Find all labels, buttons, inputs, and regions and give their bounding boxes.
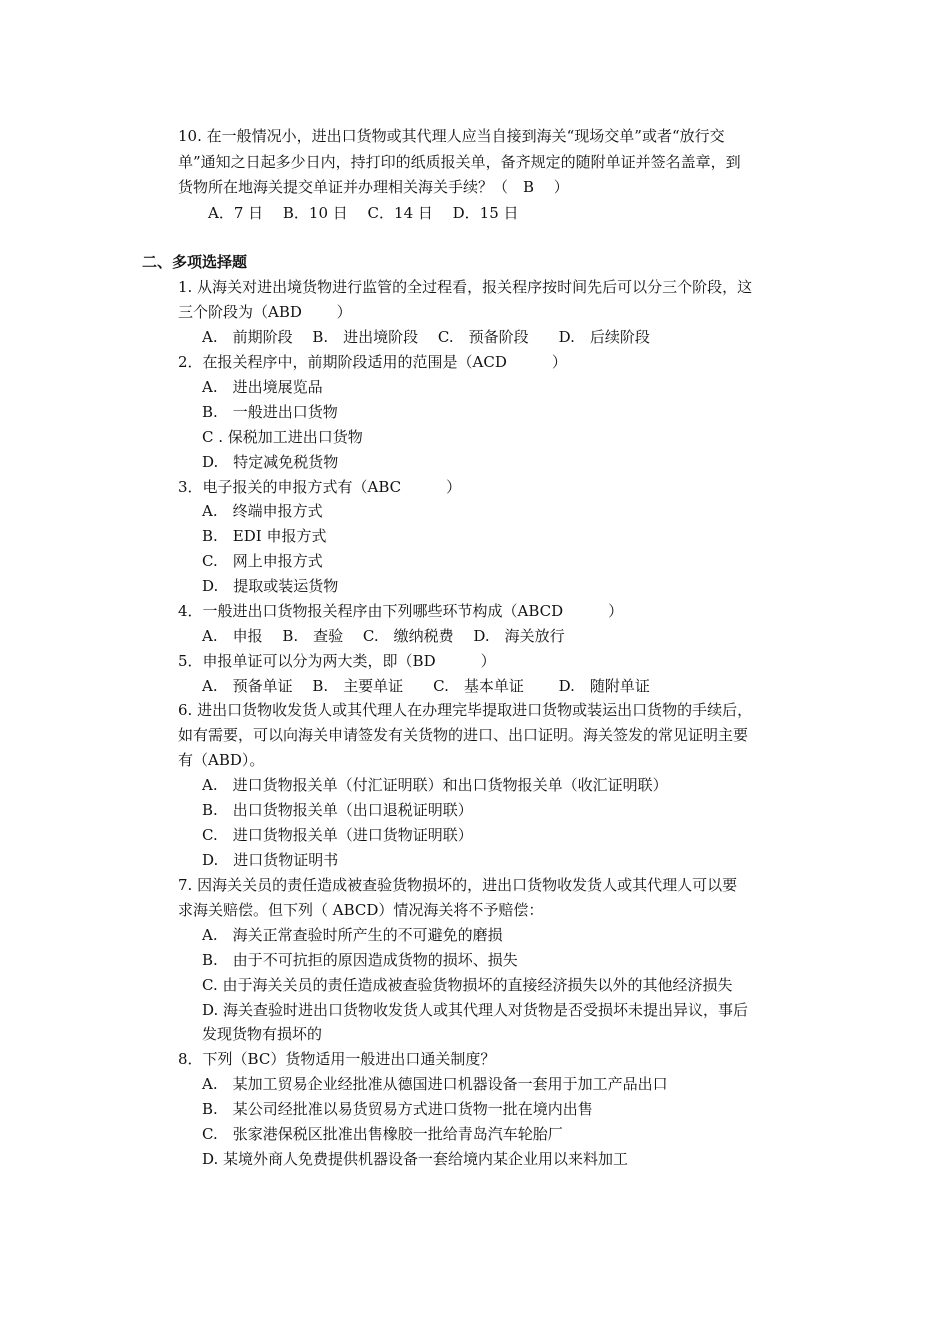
q1-options: A. 前期阶段 B. 进出境阶段 C. 预备阶段 D. 后续阶段 [202, 328, 650, 346]
q6-option-d: D. 进口货物证明书 [202, 851, 339, 869]
q1-line-1: 1. 从海关对进出境货物进行监管的全过程看，报关程序按时间先后可以分三个阶段，这 [178, 278, 753, 296]
q3-option-a: A. 终端申报方式 [202, 502, 323, 520]
q6-line-1: 6. 进出口货物收发货人或其代理人在办理完毕提取进口货物或装运出口货物的手续后， [178, 701, 753, 719]
q10-line-2: 单”通知之日起多少日内，持打印的纸质报关单，备齐规定的随附单证并签名盖章，到 [178, 153, 741, 171]
q1-line-2: 三个阶段为（ABD ） [178, 303, 352, 321]
q7-line-1: 7. 因海关关员的责任造成被查验货物损坏的，进出口货物收发货人或其代理人可以要 [178, 876, 738, 894]
q6-option-a: A. 进口货物报关单（付汇证明联）和出口货物报关单（收汇证明联） [202, 776, 668, 794]
q8-stem: 8．下列（BC）货物适用一般进出口通关制度？ [178, 1050, 496, 1068]
q8-option-c: C. 张家港保税区批准出售橡胶一批给青岛汽车轮胎厂 [202, 1125, 563, 1143]
q2-option-b: B. 一般进出口货物 [202, 403, 338, 421]
q5-stem: 5．申报单证可以分为两大类，即（BD ） [178, 652, 496, 670]
q8-option-b: B. 某公司经批准以易货贸易方式进口货物一批在境内出售 [202, 1100, 593, 1118]
q7-option-c: C. 由于海关关员的责任造成被查验货物损坏的直接经济损失以外的其他经济损失 [202, 976, 733, 994]
q3-option-c: C. 网上申报方式 [202, 552, 323, 570]
q2-option-d: D. 特定减免税货物 [202, 453, 339, 471]
q2-stem: 2．在报关程序中，前期阶段适用的范围是（ACD ） [178, 353, 567, 371]
q8-option-a: A. 某加工贸易企业经批准从德国进口机器设备一套用于加工产品出口 [202, 1075, 668, 1093]
q7-option-d-line-1: D. 海关查验时进出口货物收发货人或其代理人对货物是否受损坏未提出异议，事后 [202, 1001, 749, 1019]
q10-line-1: 10. 在一般情况小，进出口货物或其代理人应当自接到海关“现场交单”或者“放行交 [178, 127, 725, 145]
q3-stem: 3．电子报关的申报方式有（ABC ） [178, 478, 462, 496]
q5-options: A. 预备单证 B. 主要单证 C. 基本单证 D. 随附单证 [202, 677, 650, 695]
q7-option-b: B. 由于不可抗拒的原因造成货物的损坏、损失 [202, 951, 518, 969]
q7-option-a: A. 海关正常查验时所产生的不可避免的磨损 [202, 926, 503, 944]
q4-options: A. 申报 B. 查验 C. 缴纳税费 D. 海关放行 [202, 627, 565, 645]
q3-option-d: D. 提取或装运货物 [202, 577, 339, 595]
q4-stem: 4．一般进出口货物报关程序由下列哪些环节构成（ABCD ） [178, 602, 624, 620]
q6-line-3: 有（ABD）。 [178, 751, 265, 769]
q10-line-3: 货物所在地海关提交单证并办理相关海关手续？（ B ） [178, 178, 569, 196]
q7-option-d-line-2: 发现货物有损坏的 [202, 1025, 323, 1043]
q6-option-b: B. 出口货物报关单（出口退税证明联） [202, 801, 473, 819]
q6-line-2: 如有需要，可以向海关申请签发有关货物的进口、出口证明。海关签发的常见证明主要 [178, 726, 749, 744]
q2-option-a: A. 进出境展览品 [202, 378, 323, 396]
q7-line-2: 求海关赔偿。但下列（ ABCD）情况海关将不予赔偿： [178, 901, 544, 919]
q2-option-c: C . 保税加工进出口货物 [202, 428, 363, 446]
q10-options: A．7 日 B．10 日 C．14 日 D．15 日 [208, 204, 519, 222]
q6-option-c: C. 进口货物报关单（进口货物证明联） [202, 826, 473, 844]
q8-option-d: D. 某境外商人免费提供机器设备一套给境内某企业用以来料加工 [202, 1150, 629, 1168]
q3-option-b: B. EDI 申报方式 [202, 527, 327, 545]
section-title: 二、多项选择题 [142, 253, 248, 271]
